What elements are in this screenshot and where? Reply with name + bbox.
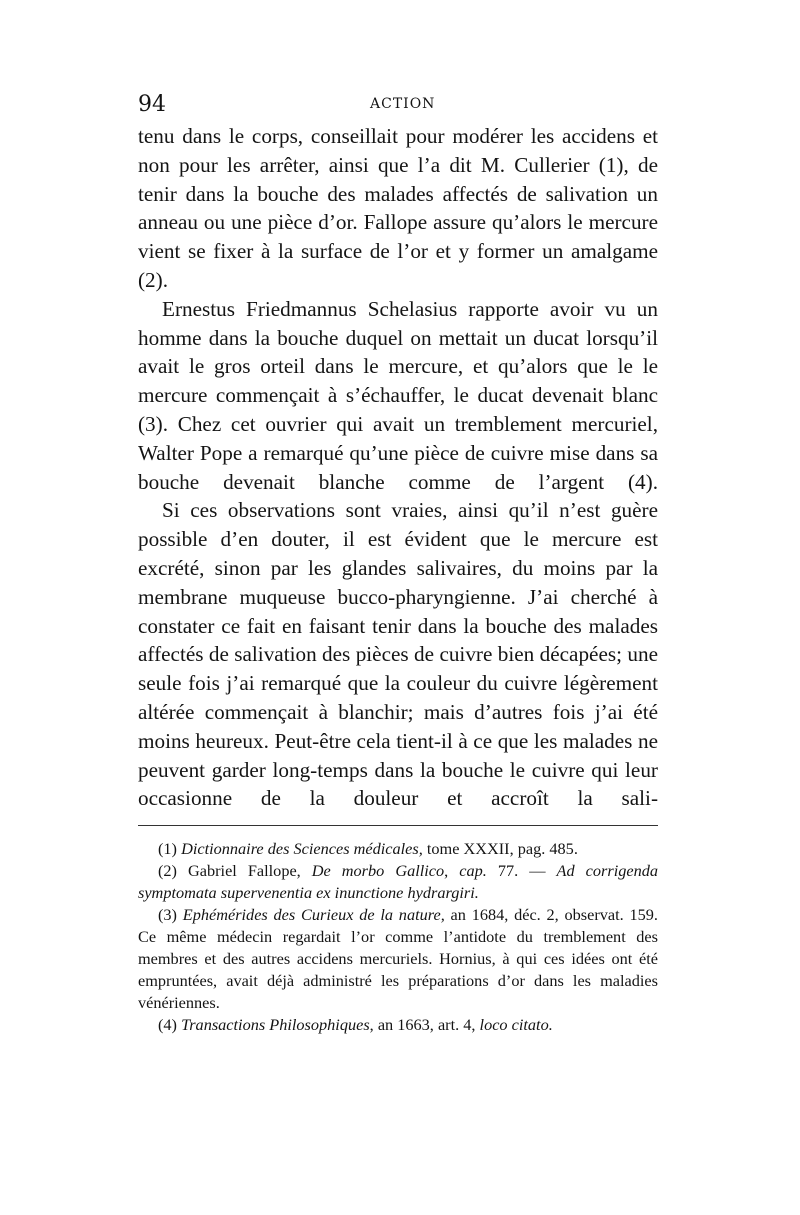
- footnote-3: [138, 904, 658, 1014]
- page-number: 94: [138, 92, 166, 117]
- footnote-3-text: an 1684, déc. 2, observat. 159. Ce même médecin regardait l’or comme l’antidote du tremblement des membres et des autres accidens mercuriels. Hornius, à qui ces idées ont été empruntées, avait déjà administré les préparations d’or dans les maladies vénériennes.: [138, 905, 658, 1013]
- footnote-2-number: (2): [158, 861, 177, 881]
- footnote-2-chapter: 77. —: [486, 861, 557, 881]
- paragraph-2: Ernestus Friedmannus Schelasius rapporte avoir vu un homme dans la bouche duquel on mettait un ducat lorsqu’il avait le gros orteil dans le mercure, et qu’alors que le le mercure commençait à s’échauffer, le ducat devenait blanc (3). Chez cet ouvrier qui avait un tremblement mercuriel, Walter Pope a remarqué qu’une pièce de cuivre mise dans sa bouche devenait blanche comme de l’argent (4).: [138, 296, 658, 494]
- footnote-1-text: tome XXXII, pag. 485.: [422, 839, 578, 859]
- footnote-2-cap: cap.: [459, 861, 487, 881]
- footnote-4-title: Transactions Philosophiques: [181, 1015, 370, 1035]
- page-header: [138, 92, 658, 122]
- running-title: ACTION: [370, 96, 436, 112]
- footnote-1-number: (1): [158, 839, 177, 859]
- footnote-rule: [138, 825, 658, 826]
- footnotes: [138, 838, 658, 1036]
- footnote-2-subtitle: Ad corrigenda symptomata supervenentia ex inunctione hydrargiri.: [138, 861, 659, 903]
- paragraph-1: tenu dans le corps, conseillait pour modérer les accidens et non pour les arrêter, ainsi que l’a dit M. Cullerier (1), de tenir dans la bouche des malades affectés de salivation un anneau ou une pièce d’or. Fallope assure qu’alors le mercure vient se fixer à la surface de l’or et y former un amalgame (2).: [138, 124, 658, 292]
- footnote-4-loco: loco citato.: [479, 1015, 553, 1035]
- footnote-3-title: Ephémérides des Curieux de la nature,: [182, 905, 445, 925]
- footnote-4-number: (4): [158, 1015, 177, 1035]
- footnote-3-number: (3): [158, 905, 177, 925]
- paragraph-3: Si ces observations sont vraies, ainsi qu’il n’est guère possible d’en douter, il est évident que le mercure est excrété, sinon par les glandes salivaires, du moins par la membrane muqueuse bucco-pharyngienne. J’ai cherché à constater ce fait en faisant tenir dans la bouche des malades affectés de salivation des pièces de cuivre bien décapées; une seule fois j’ai remarqué que la couleur du cuivre légèrement altérée commençait à blanchir; mais d’autres fois j’ai été moins heureux. Peut-être cela tient-il à ce que les malades ne peuvent garder long-temps dans la bouche le cuivre qui leur occasionne de la douleur et accroît la sali-: [138, 498, 658, 811]
- footnote-1: [138, 838, 658, 860]
- footnote-4-text: , an 1663, art. 4,: [369, 1015, 480, 1035]
- footnote-2-sep: ,: [444, 861, 460, 881]
- footnote-1-title: Dictionnaire des Sciences médicales,: [181, 839, 423, 859]
- footnote-4: [138, 1014, 658, 1036]
- footnote-2: [138, 860, 658, 904]
- book-page: [138, 92, 658, 1036]
- footnote-2-title: De morbo Gallico: [311, 861, 445, 881]
- body-text: [138, 122, 658, 813]
- footnote-2-author: Gabriel Fallope,: [176, 861, 312, 881]
